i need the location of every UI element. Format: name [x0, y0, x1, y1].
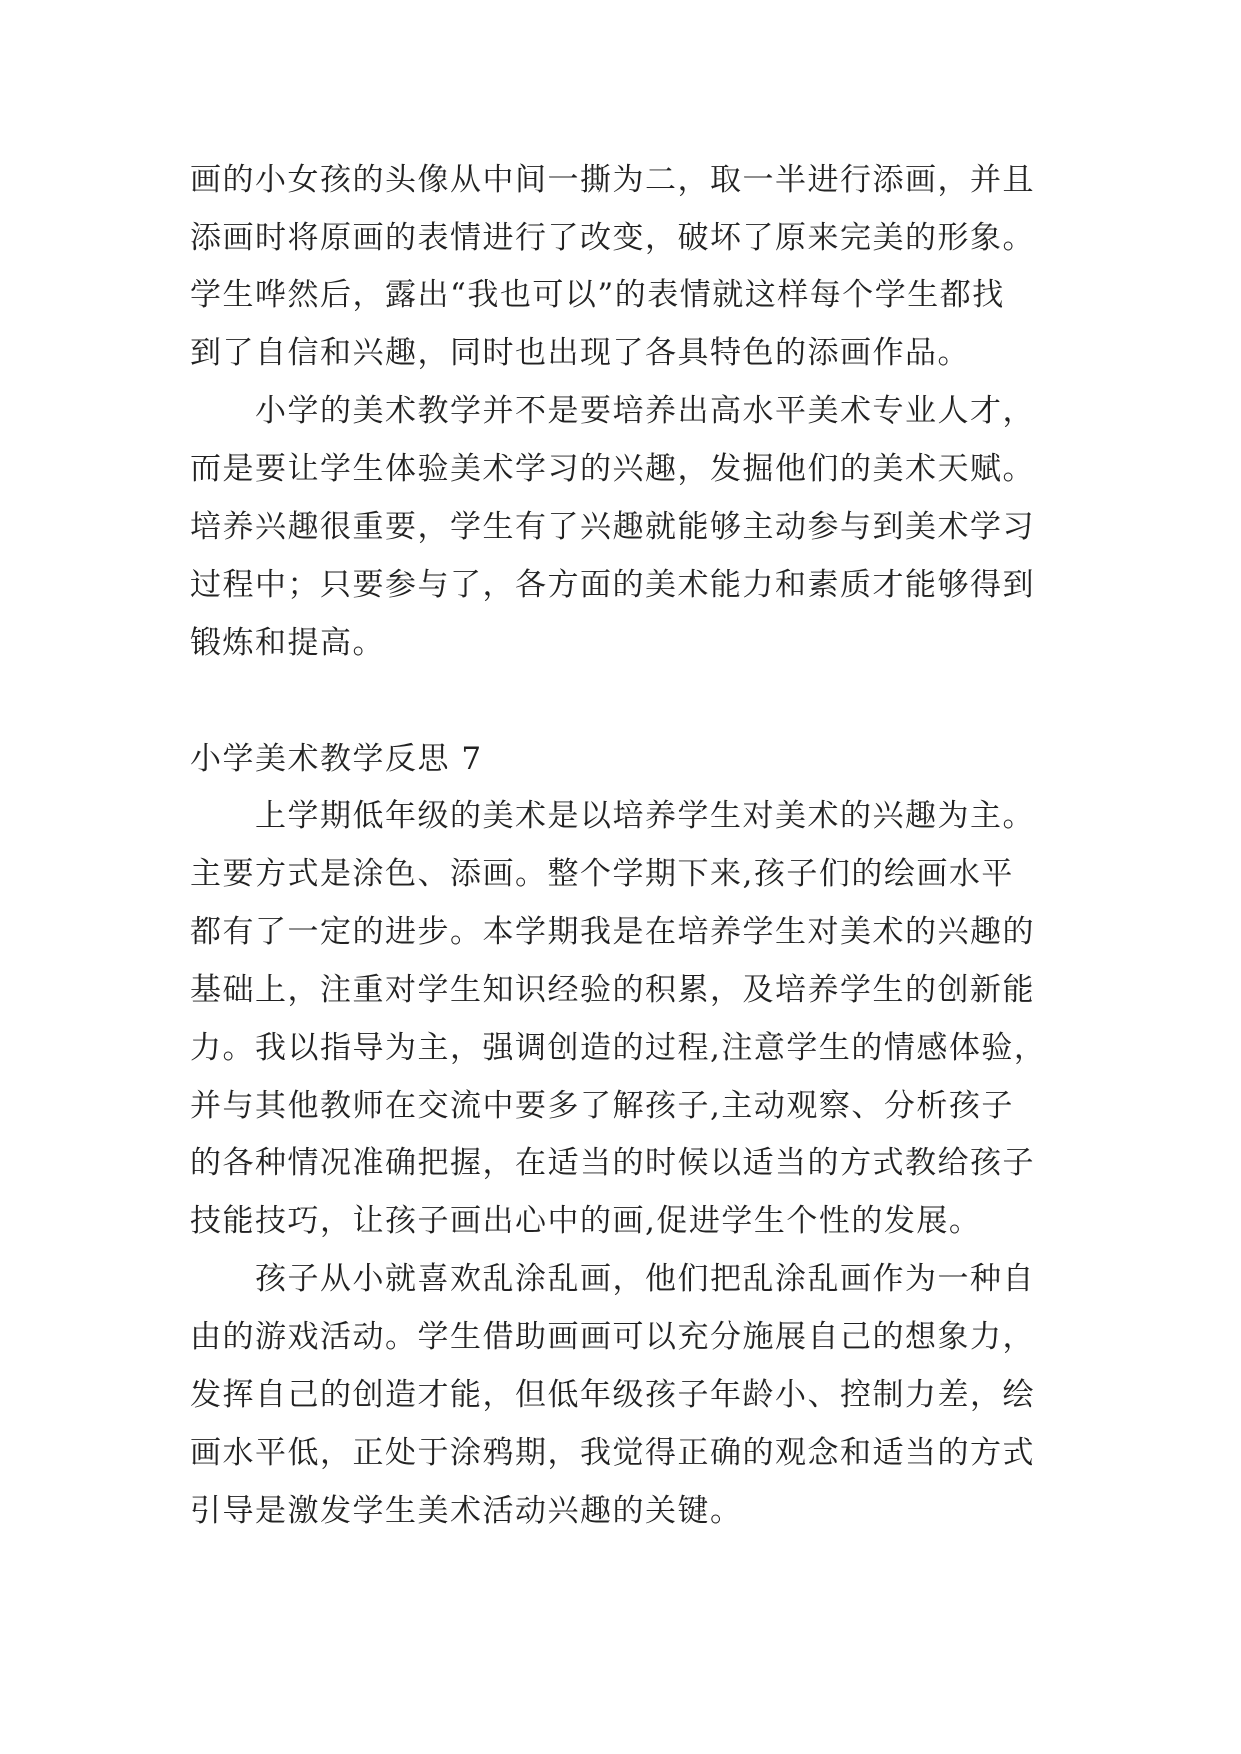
paragraph-line: 都有了一定的进步。本学期我是在培养学生对美术的兴趣的 — [190, 914, 1035, 950]
paragraph-line: 过程中；只要参与了，各方面的美术能力和素质才能够得到 — [190, 567, 1035, 603]
paragraph-line: 学生哗然后，露出“我也可以”的表情就这样每个学生都找 — [190, 277, 1005, 313]
paragraph-line: 引导是激发学生美术活动兴趣的关键。 — [190, 1493, 743, 1529]
section-title: 小学美术教学反思 7 — [190, 741, 483, 777]
paragraph-line: 上学期低年级的美术是以培养学生对美术的兴趣为主。 — [255, 798, 1035, 834]
paragraph-line: 的各种情况准确把握，在适当的时候以适当的方式教给孩子 — [190, 1145, 1035, 1181]
paragraph-line: 小学的美术教学并不是要培养出高水平美术专业人才， — [255, 393, 1035, 429]
paragraph-line: 主要方式是涂色、添画。整个学期下来,孩子们的绘画水平 — [190, 856, 1014, 892]
paragraph-line: 技能技巧，让孩子画出心中的画,促进学生个性的发展。 — [190, 1203, 982, 1239]
paragraph-line: 力。我以指导为主，强调创造的过程,注意学生的情感体验， — [190, 1030, 1047, 1066]
paragraph-line: 到了自信和兴趣，同时也出现了各具特色的添画作品。 — [190, 335, 970, 371]
paragraph-line: 而是要让学生体验美术学习的兴趣，发掘他们的美术天赋。 — [190, 451, 1035, 487]
paragraph-line: 培养兴趣很重要，学生有了兴趣就能够主动参与到美术学习 — [190, 509, 1035, 545]
paragraph-line: 锻炼和提高。 — [190, 625, 385, 661]
paragraph-line: 基础上，注重对学生知识经验的积累，及培养学生的创新能 — [190, 972, 1035, 1008]
paragraph-line: 添画时将原画的表情进行了改变，破坏了原来完美的形象。 — [190, 220, 1035, 256]
paragraph-line: 孩子从小就喜欢乱涂乱画，他们把乱涂乱画作为一种自 — [255, 1261, 1035, 1297]
paragraph-line: 画水平低，正处于涂鸦期，我觉得正确的观念和适当的方式 — [190, 1435, 1035, 1471]
paragraph-line: 画的小女孩的头像从中间一撕为二，取一半进行添画，并且 — [190, 162, 1035, 198]
paragraph-line: 并与其他教师在交流中要多了解孩子,主动观察、分析孩子 — [190, 1088, 1014, 1124]
paragraph-line: 发挥自己的创造才能，但低年级孩子年龄小、控制力差，绘 — [190, 1377, 1035, 1413]
paragraph-line: 由的游戏活动。学生借助画画可以充分施展自己的想象力， — [190, 1319, 1035, 1355]
